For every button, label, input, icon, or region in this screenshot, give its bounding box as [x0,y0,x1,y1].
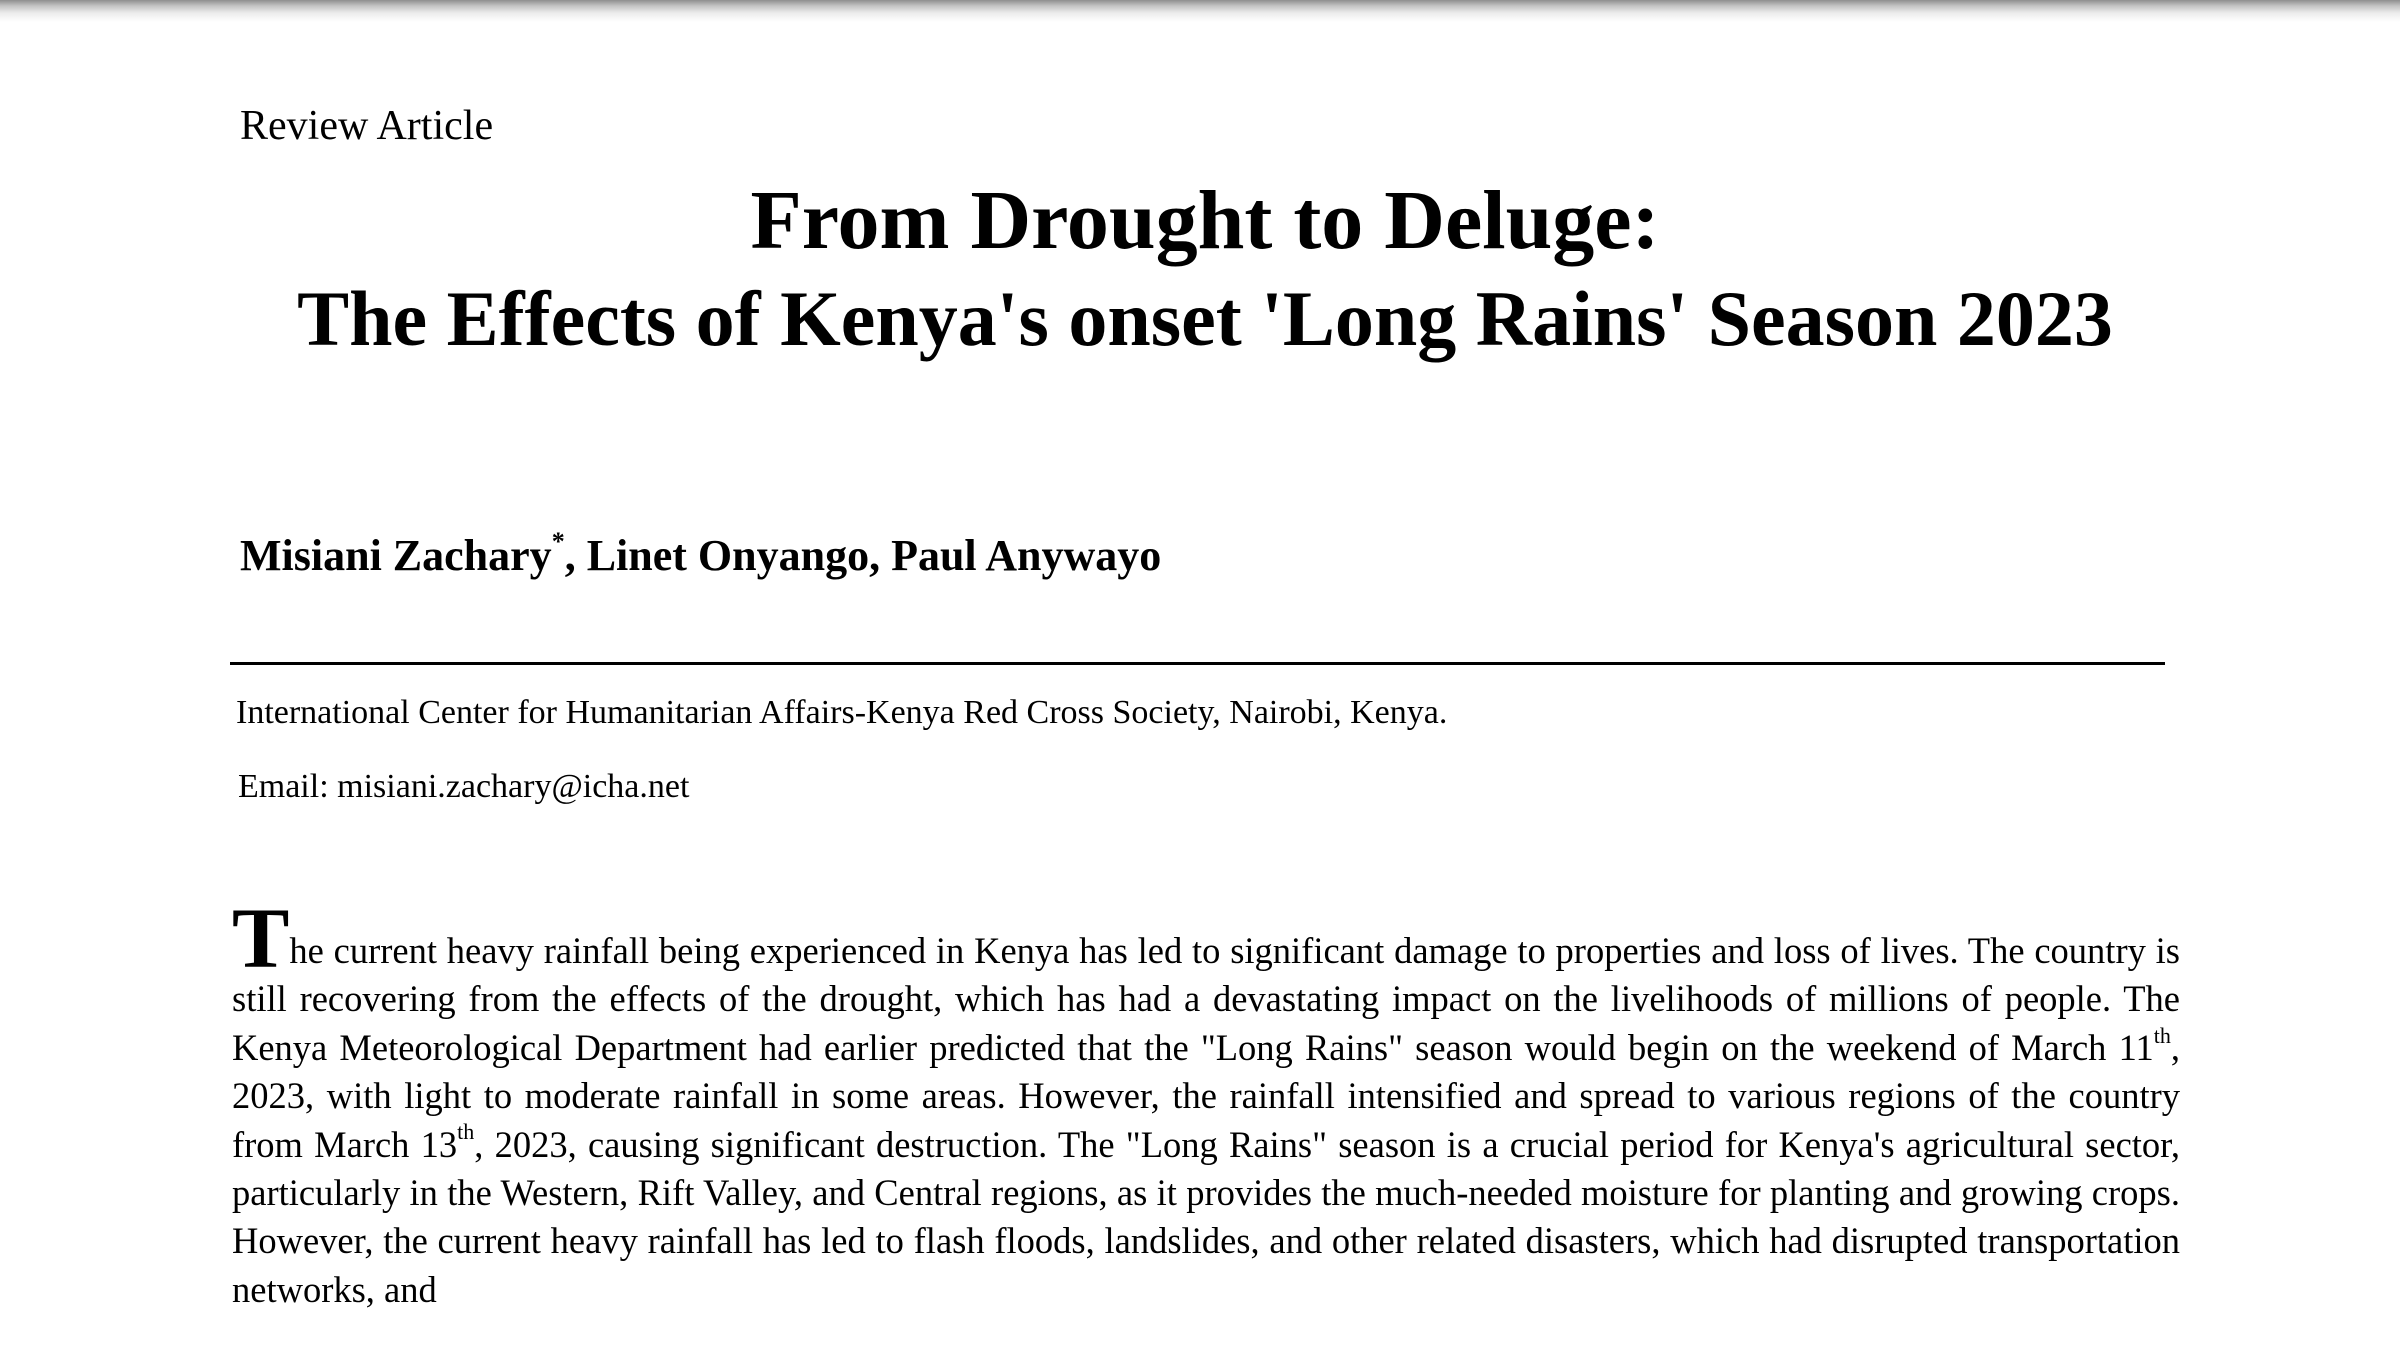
corresponding-author-mark: * [551,527,565,557]
author-others: , Linet Onyango, Paul Anywayo [564,531,1162,580]
email-label: Email: [238,768,329,805]
drop-cap: T [232,890,290,986]
body-text-part-3: , 2023, causing significant destruction. The "Long Rains" season is a crucial period for Kenya's agricultural sector, particularly in the Western, Rift Valley, and Central regions, as it provides the much-needed moisture for planting and growing crops. However, the current heavy rainfall has led to flash floods, landslides, and other related disasters, which had disrupted transportation networks, and [232,1123,2180,1310]
header-divider [230,662,2165,665]
body-paragraph [232,890,2180,1314]
article-type-label: Review Article [240,103,494,149]
body-text-part-1: he current heavy rainfall being experienced in Kenya has led to significant damage to properties and loss of lives. The country is still recovering from the effects of the drought, which has had a devastating impact on the livelihoods of millions of people. The Kenya Meteorological Department had earlier predicted that the "Long Rains" season would begin on the weekend of March 11 [232,930,2180,1068]
ordinal-suffix-2: th [457,1119,475,1145]
author-email [238,764,689,810]
email-address: misiani.zachary@icha.net [337,768,690,805]
ordinal-suffix-1: th [2153,1022,2171,1048]
author-first: Misiani Zachary [240,531,552,580]
author-list [240,528,1161,584]
author-affiliation: International Center for Humanitarian Affairs-Kenya Red Cross Society, Nairobi, Kenya. [236,694,1448,731]
paper-title-line-1: From Drought to Deluge: [750,174,1660,267]
paper-title-line-2: The Effects of Kenya's onset 'Long Rains' Season 2023 [297,275,2113,362]
body-text-part-2: , 2023, with light to moderate rainfall in some areas. However, the rainfall intensified and spread to various regions of the country from March 13 [232,1026,2180,1165]
paper-title [230,172,2180,368]
